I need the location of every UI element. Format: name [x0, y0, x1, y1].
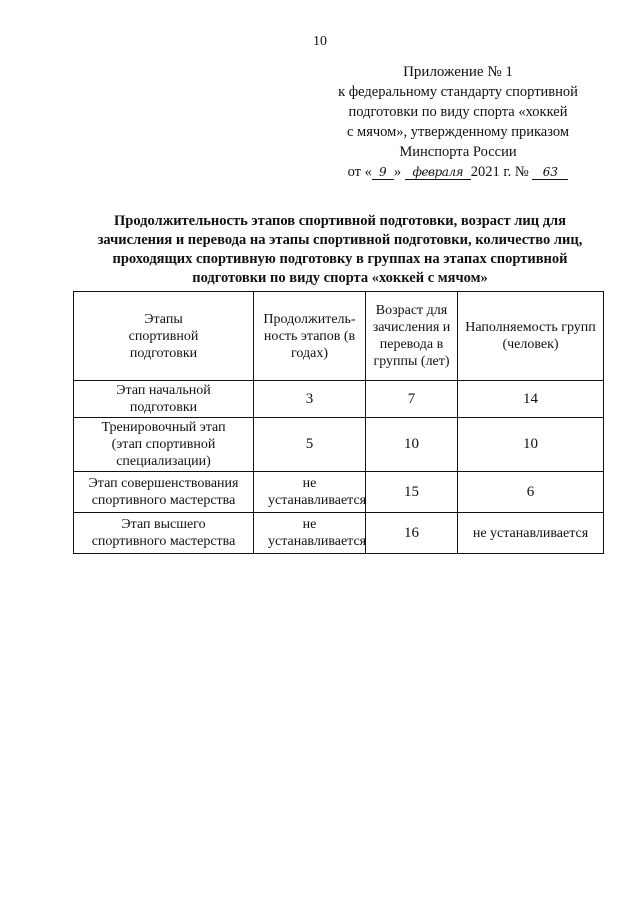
header-stages: Этапы спортивной подготовки	[74, 292, 254, 381]
header-group-size: Наполняемость групп (человек)	[458, 292, 604, 381]
cell-stage: Этап высшего спортивного мастерства	[74, 513, 254, 554]
table-row	[74, 418, 604, 472]
cell-duration: не устанавливается	[254, 472, 366, 513]
table-row	[74, 513, 604, 554]
order-prefix: от «	[347, 164, 372, 180]
order-year: 2021 г. №	[470, 164, 529, 180]
cell-group-size: 10	[458, 418, 604, 472]
order-month: февраля	[405, 165, 471, 180]
table-row	[74, 472, 604, 513]
cell-duration: 5	[254, 418, 366, 472]
cell-age: 10	[366, 418, 458, 472]
appendix-block	[318, 62, 598, 182]
cell-stage: Этап совершенствования спортивного мастерства	[74, 472, 254, 513]
appendix-line: Минспорта России	[399, 144, 517, 160]
cell-age: 15	[366, 472, 458, 513]
table-row	[74, 381, 604, 418]
order-day: 9	[372, 165, 394, 180]
cell-duration: 3	[254, 381, 366, 418]
order-number: 63	[532, 165, 568, 180]
cell-stage: Этап начальной подготовки	[74, 381, 254, 418]
document-title: Продолжительность этапов спортивной подготовки, возраст лиц для зачисления и перевода на этапы спортивной подготовки, количество лиц, проходящих спортивную подготовку в группах на этапах спортивной подготовки по виду спорта «хоккей с мячом»	[97, 213, 583, 286]
appendix-line: подготовки по виду спорта «хоккей	[348, 104, 568, 120]
page-number: 10	[313, 34, 327, 49]
cell-age: 16	[366, 513, 458, 554]
stages-table	[73, 291, 604, 554]
order-mid: »	[393, 164, 402, 180]
cell-group-size: 6	[458, 472, 604, 513]
order-reference	[318, 162, 598, 182]
appendix-line: к федеральному стандарту спортивной	[338, 84, 578, 100]
cell-group-size: не устанавливается	[458, 513, 604, 554]
header-duration: Продолжитель-ность этапов (в годах)	[254, 292, 366, 381]
cell-age: 7	[366, 381, 458, 418]
cell-group-size: 14	[458, 381, 604, 418]
cell-stage: Тренировочный этап (этап спортивной специализации)	[74, 418, 254, 472]
table-header-row	[74, 292, 604, 381]
cell-duration: не устанавливается	[254, 513, 366, 554]
header-age: Возраст для зачисления и перевода в группы (лет)	[366, 292, 458, 381]
appendix-title: Приложение № 1	[403, 64, 513, 80]
appendix-line: с мячом», утвержденному приказом	[346, 124, 570, 140]
